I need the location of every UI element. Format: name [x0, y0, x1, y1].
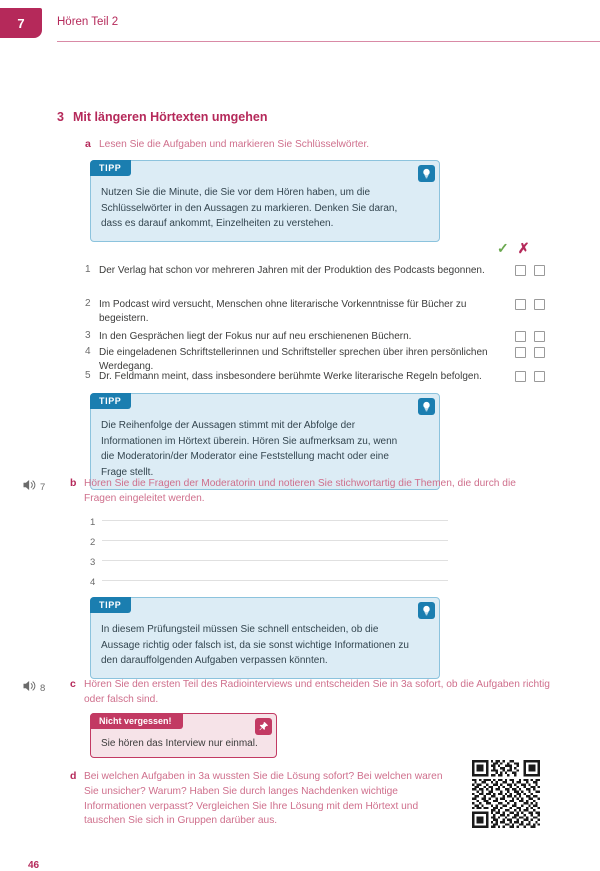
lightbulb-icon [418, 165, 435, 182]
task-a-text: Lesen Sie die Aufgaben und markieren Sie Schlüsselwörter. [99, 139, 370, 150]
task-b-text: Hören Sie die Fragen der Moderatorin und notieren Sie stichwortartig die Themen, die durch die Fragen eingeleitet werden. [84, 478, 516, 504]
task-c-letter: c [70, 678, 76, 690]
task-d [70, 770, 460, 829]
qr-code-icon[interactable] [472, 760, 540, 833]
statement-row-1 [85, 264, 545, 278]
tipp-label-3: TIPP [90, 597, 131, 613]
statement-row-3 [85, 330, 545, 344]
task-b [70, 477, 540, 507]
section-heading [57, 110, 267, 124]
nicht-vergessen-box [90, 713, 277, 758]
checkbox-false[interactable] [534, 371, 545, 382]
statement-row-5 [85, 370, 545, 384]
section-number: 3 [57, 110, 64, 124]
statement-checkboxes [515, 265, 545, 276]
answer-line-rule [102, 580, 448, 581]
checkbox-true[interactable] [515, 347, 526, 358]
statement-text: Im Podcast wird versucht, Menschen ohne literarische Vorkenntnisse für Bücher zu begeistern. [99, 299, 467, 325]
statement-text: Die eingeladenen Schriftstellerinnen und Schriftsteller sprechen über ihren persönlichen Werdegang. [99, 347, 488, 373]
audio-track-number: 8 [40, 682, 46, 694]
statement-text: Der Verlag hat schon vor mehreren Jahren mit der Produktion des Podcasts begonnen. [99, 265, 485, 276]
tipp-label-2: TIPP [90, 393, 131, 409]
checkbox-true[interactable] [515, 371, 526, 382]
task-a-letter: a [85, 138, 91, 150]
checkbox-false[interactable] [534, 299, 545, 310]
statement-number: 5 [85, 370, 91, 381]
statement-number: 3 [85, 330, 91, 341]
task-c-text: Hören Sie den ersten Teil des Radiointerviews und entscheiden Sie in 3a sofort, ob die Aufgaben richtig oder falsch sind. [84, 679, 550, 705]
nicht-vergessen-text: Sie hören das Interview nur einmal. [101, 738, 258, 749]
section-title-text: Mit längeren Hörtexten umgehen [73, 110, 268, 124]
task-d-letter: d [70, 770, 77, 782]
statement-number: 2 [85, 298, 91, 309]
tipp-box-2 [90, 393, 440, 490]
speaker-icon [22, 478, 37, 496]
audio-indicator-c[interactable] [22, 679, 45, 697]
statements-legend [497, 241, 529, 255]
checkbox-false[interactable] [534, 331, 545, 342]
page-header [0, 0, 600, 48]
statement-number: 4 [85, 346, 91, 357]
statement-checkboxes [515, 299, 545, 310]
checkbox-false[interactable] [534, 265, 545, 276]
checkbox-true[interactable] [515, 331, 526, 342]
answer-line-number: 4 [90, 577, 96, 588]
page-number: 46 [28, 860, 40, 871]
answer-line-1[interactable] [90, 517, 448, 528]
checkbox-false[interactable] [534, 347, 545, 358]
tipp-text-1: Nutzen Sie die Minute, die Sie vor dem Hören haben, um die Schlüsselwörter in den Aussagen zu markieren. Denken Sie daran, dass es darauf ankommt, Einzelheiten zu verstehen. [101, 187, 398, 229]
lightbulb-icon [418, 398, 435, 415]
tipp-text-2: Die Reihenfolge der Aussagen stimmt mit der Abfolge der Informationen im Hörtext überein. Hören Sie aufmerksam zu, wenn die Moderatorin/der Moderator eine Feststellung macht oder eine Frage stellt. [101, 420, 398, 478]
header-divider [57, 41, 600, 42]
answer-line-2[interactable] [90, 537, 448, 548]
answer-line-number: 3 [90, 557, 96, 568]
statement-text: In den Gesprächen liegt der Fokus nur auf neu erschienenen Büchern. [99, 331, 412, 342]
speaker-icon [22, 679, 37, 697]
pushpin-icon [255, 718, 272, 735]
answer-line-rule [102, 560, 448, 561]
chapter-number-tab: 7 [0, 8, 42, 38]
lightbulb-icon [418, 602, 435, 619]
cross-icon: ✗ [517, 240, 530, 256]
answer-line-3[interactable] [90, 557, 448, 568]
nicht-vergessen-label: Nicht vergessen! [90, 713, 183, 729]
page-title: Hören Teil 2 [57, 16, 119, 28]
task-b-letter: b [70, 477, 77, 489]
answer-line-rule [102, 540, 448, 541]
task-a [85, 138, 535, 153]
tipp-label-1: TIPP [90, 160, 131, 176]
task-c [70, 678, 550, 708]
statement-checkboxes [515, 331, 545, 342]
task-d-text: Bei welchen Aufgaben in 3a wussten Sie die Lösung sofort? Bei welchen waren Sie unsicher? Warum? Haben Sie durch langes Nachdenken wichtige Informationen verpasst? Vergleichen Sie Ihre Lösung mit dem Hörtext und tauschen Sie sich in Gruppen darüber aus. [84, 771, 443, 827]
tipp-box-3 [90, 597, 440, 679]
statement-checkboxes [515, 347, 545, 358]
tipp-text-3: In diesem Prüfungsteil müssen Sie schnell entscheiden, ob die Aussage richtig oder falsch ist, da sie sonst wichtige Informationen zu den darauffolgenden Aufgaben verpassen könnten. [101, 624, 409, 666]
check-icon: ✓ [497, 240, 509, 256]
statement-text: Dr. Feldmann meint, dass insbesondere berühmte Werke literarische Regeln befolgen. [99, 371, 482, 382]
audio-indicator-b[interactable] [22, 478, 45, 496]
checkbox-true[interactable] [515, 299, 526, 310]
statement-row-2 [85, 298, 545, 326]
answer-line-number: 1 [90, 517, 96, 528]
tipp-box-1 [90, 160, 440, 242]
answer-line-rule [102, 520, 448, 521]
answer-line-4[interactable] [90, 577, 448, 588]
statement-checkboxes [515, 371, 545, 382]
audio-track-number: 7 [40, 481, 46, 493]
answer-line-number: 2 [90, 537, 96, 548]
statement-number: 1 [85, 264, 91, 275]
checkbox-true[interactable] [515, 265, 526, 276]
